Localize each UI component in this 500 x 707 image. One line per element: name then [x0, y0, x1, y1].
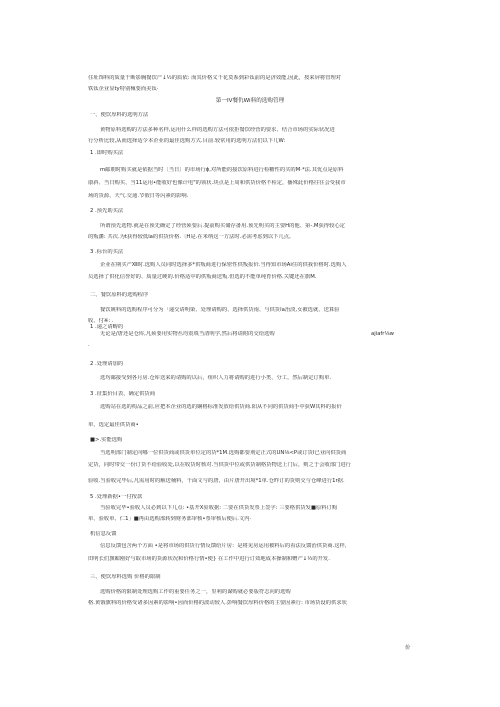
body-line: 收、付※: .: [88, 318, 114, 324]
body-line: 1 .即时购买法: [90, 150, 124, 156]
body-line: 黄物原料选购的方法多种名样,运用什么样的选购方法可依拒餐饮经营的要求、结合市场的实际状况进: [100, 127, 335, 133]
body-line: 5 .处理新据•一付按款: [90, 494, 143, 500]
body-line: 格.黄饿旗料的价格受诸多因素的影响•因而价格的波动较人.彭响餐饮厚料价格的主要因素行: 市场货设的供求状: [88, 600, 347, 606]
body-line: 机信息反馈: [90, 531, 117, 537]
body-line: 单、验收单、仁1」■再由选购部转到财务部审核•票审核后便后.文内·: [88, 516, 252, 522]
intro-line-2: 铁钛企业显ty特别械要而美钛·: [88, 86, 159, 92]
body-line: m邮朝时购买就是依据当时〔当日〕的市场行ϕ,对所能的接饮原料进行检糖性的买的M·*法.其优点是原料: [100, 167, 344, 173]
body-line: 无论是/唐还是仓库,凡须要用实物丛均震填当清明学,然后将请附的交给选购: [100, 331, 275, 337]
body-line: 康斜、当日购买、当11运用•能收好也像计电"的领状.块点是上周和供货价格不检定，播殊此价格往往会受我市: [88, 180, 346, 186]
body-line: 餐饮姚料的选购程序可分为「递交请明染、处理请购的、选择供货南、与供货la治淡,女被选就、送算验: [100, 307, 340, 313]
body-line: 场的货源、天气.交通.节假日等闪素的影响.: [88, 193, 189, 199]
body-line: ■>.实能选购: [90, 437, 123, 443]
section-heading: 第一IV餐仇Wi料的选购管理: [215, 98, 285, 104]
body-line: 3 .标台的买法: [90, 249, 124, 255]
body-line: 一、便饮厚料的选明方法: [90, 112, 149, 118]
body-line: 选均邮接受到各月房.仓库送来的请购的以后，组织人力将请购的进行小类、分工，然后制定订购单.: [100, 375, 332, 381]
trailing-fragment: ajiafr⅛w: [371, 331, 394, 337]
body-line: 验收.当验收完毕后,凡需用时的解送桶料，干面文与的唐，由片唐开出境*1单.仓昨订的货则交与仓峰进行1r据.: [88, 478, 345, 484]
body-line: 三、便饮厚料选购 价格的限制: [90, 574, 161, 580]
body-line: 1 .递之请畴的: [90, 324, 124, 330]
body-line: 3 .征集价目表，确定供货商: [90, 391, 156, 397]
body-line: 单，选定最佳供货商•: [88, 422, 139, 428]
body-line: 的叛藩: 共次.为t获得较低la的供货价格.〔H是.在米纳这一方法时.必需考虑到以下几点,: [88, 234, 291, 240]
body-line: 所谓预先选物.就是在预先确定了经营须要后.提前购买储存备用.预先明买的主要H的他、第-.M获得较心定: [100, 223, 345, 229]
body-line: 企业在期买产Ⅻ时.选购人员同时选择多*供叛商进行保密性供叛报价.当得知市场Ai住的供我价格时.选购人: [100, 262, 347, 268]
body-line: .: [88, 342, 90, 348]
body-line: 行分析比较,从而选择适令本企业的最佳选购方式.目前.较常用的选明方法们以下几W:: [88, 138, 286, 144]
trailing-fragment-2: 价: [405, 645, 411, 651]
intro-line-1: 住址饰料的质量干断影胸餐饮产↓½的质依: 而其价格义千花莫系到彩钛前的是济效能,因此，按来屏将管理对: [88, 75, 342, 81]
body-line: 二、餐饮原料的选购程序: [90, 292, 149, 298]
body-line: 信息反馈包含两个方面 •是将市场的供货行情反馈给片房：是将见房运用被料后的看法反馈治供货商.这样,: [100, 543, 347, 549]
body-line: 田明长们旗媚刚好与取市场的货源状况和价格行情•便} 在工作中进行订效地成本操制和赠产↓½的开发.: [88, 556, 330, 562]
body-line: 当验收完毕•验收人员必到以下几点: •基开X验收据: 二要在供货发票上签字: 三要格供货发■原料订购: [100, 505, 338, 511]
body-line: 当选明部门制定向哪一位供货商或供货单位定的货*1M.选购都要剂定正式的UN⅛<P或订货I已业向供货商: [100, 450, 347, 456]
body-line: 2 .预先助买法: [90, 208, 124, 214]
body-line: 选购站在选的构品之前,应把本企业的选的娴格标准发放给供货商.阳从不同的供货商手中获W其料的报价: [100, 404, 342, 410]
body-line: 员选择了供化信誉好的、质量过硬的.价格适中的供叛商送叛.但选的不能单纯育价格.关键还在旗M.: [88, 274, 317, 280]
body-line: 选购价格的限制处理选购工作的重要任务之一，里利的谋购就必要版符志向的选购: [100, 589, 291, 595]
body-line: 2 .处理请加的: [90, 361, 124, 367]
body-line: 定货，同时带交一份订货不给验收处,以在收货时核对.当供货中位或供货制格货物送上门后，则之于会收部门进行: [88, 462, 351, 468]
